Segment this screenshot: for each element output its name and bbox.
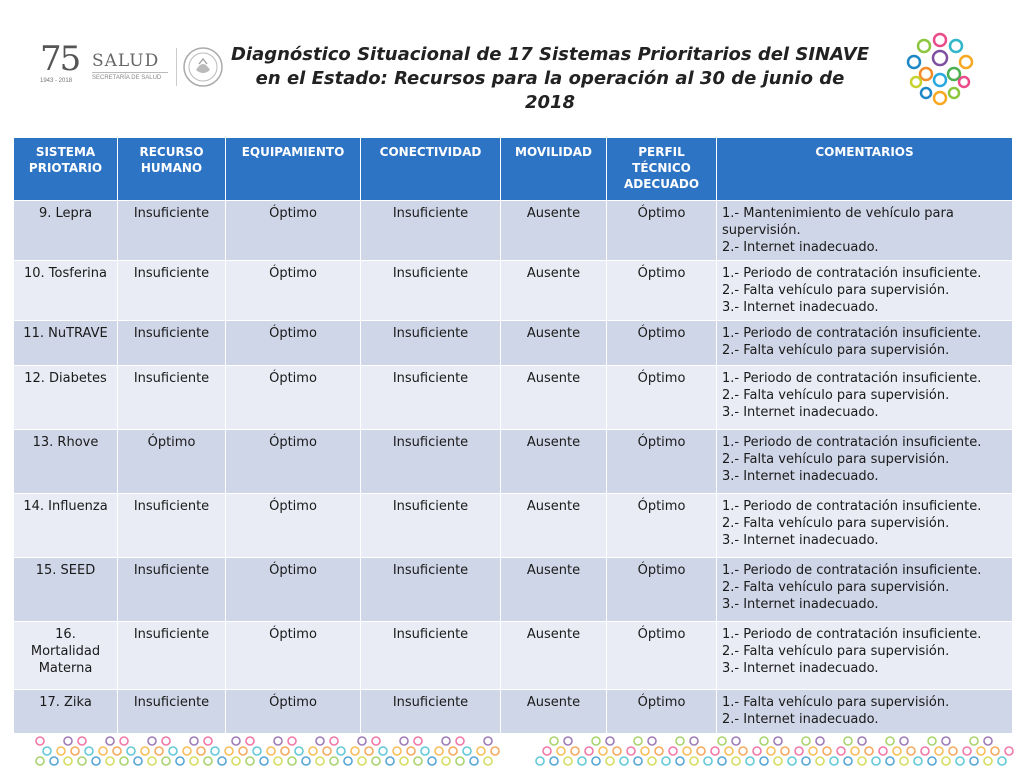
decorative-dot [337,747,345,755]
cell-conectividad: Insuficiente [361,430,501,494]
decorative-dot [169,747,177,755]
comment-line: 2.- Falta vehículo para supervisión. [722,644,950,659]
decorative-dot [648,737,656,745]
decorative-dot [190,737,198,745]
comment-line: 3.- Internet inadecuado. [722,405,879,420]
table-row [14,366,1013,430]
comment-line: 1.- Periodo de contratación insuficiente. [722,627,982,642]
decorative-dot [456,757,464,765]
decorative-dot [970,737,978,745]
decorative-dot [746,757,754,765]
decorative-dot [407,747,415,755]
decorative-dot [456,737,464,745]
cell-equipamiento: Óptimo [226,622,361,690]
decorative-dot [690,757,698,765]
decorative-dot [963,747,971,755]
cell-comentarios [717,558,1013,622]
cell-sistema: 17. Zika [14,690,118,734]
decorative-dot [323,747,331,755]
salud-logo-name: SALUD [92,51,160,71]
cell-equipamiento: Óptimo [226,430,361,494]
table-row [14,494,1013,558]
cell-recurso-humano: Insuficiente [118,622,226,690]
table-row [14,430,1013,494]
decorative-dot [246,757,254,765]
mexico-seal-icon [182,46,224,88]
comment-line: 1.- Periodo de contratación insuficiente. [722,266,982,281]
decorative-dot [414,757,422,765]
decorative-dot [57,747,65,755]
decorative-dot [197,747,205,755]
decorative-dot [393,747,401,755]
table-row [14,690,1013,734]
decorative-dot [543,747,551,755]
decorative-dot [634,757,642,765]
table-row [14,321,1013,366]
decorative-dot [564,757,572,765]
cell-conectividad: Insuficiente [361,201,501,261]
decorative-dot [148,757,156,765]
decorative-dot [379,747,387,755]
decorative-dot [36,757,44,765]
cell-conectividad: Insuficiente [361,690,501,734]
cell-equipamiento: Óptimo [226,261,361,321]
cell-equipamiento: Óptimo [226,558,361,622]
decorative-dot [78,737,86,745]
decorative-dot [316,737,324,745]
table-header-row [14,138,1013,201]
cell-sistema: 14. Influenza [14,494,118,558]
decorative-dot [176,757,184,765]
logo-divider [176,48,177,86]
decorative-dot [613,747,621,755]
decorative-dot [330,737,338,745]
cell-perfil: Óptimo [607,430,717,494]
decorative-dot [99,747,107,755]
comment-line: 3.- Internet inadecuado. [722,533,879,548]
decorative-dot [669,747,677,755]
decorative-dot [288,737,296,745]
comment-line: 3.- Internet inadecuado. [722,661,879,676]
column-header-movilidad: MOVILIDAD [501,138,607,201]
cell-perfil: Óptimo [607,201,717,261]
comment-line: 1.- Periodo de contratación insuficiente. [722,371,982,386]
decorative-dot [64,737,72,745]
cell-recurso-humano: Insuficiente [118,558,226,622]
decorative-dot [809,747,817,755]
decorative-dot [372,757,380,765]
decorative-dot [928,737,936,745]
decorative-dot [288,757,296,765]
decorative-dot [711,747,719,755]
decorative-dot [760,757,768,765]
cell-equipamiento: Óptimo [226,201,361,261]
decorative-dot [900,757,908,765]
title-line-1: Diagnóstico Situacional de 17 Sistemas Prioritarios del SINAVE [230,44,870,65]
decorative-dot [267,747,275,755]
comment-line: 1.- Periodo de contratación insuficiente. [722,435,982,450]
decorative-dot [477,747,485,755]
decorative-dot [879,747,887,755]
decorative-dot [64,757,72,765]
decorative-dot [998,757,1006,765]
comment-line: 2.- Internet inadecuado. [722,712,879,727]
decorative-dot [141,747,149,755]
decorative-dot [239,747,247,755]
decorative-dot [274,757,282,765]
comment-line: 2.- Falta vehículo para supervisión. [722,283,950,298]
decorative-dot [606,757,614,765]
cell-movilidad: Ausente [501,366,607,430]
decorative-dot [634,737,642,745]
decorative-dot [858,757,866,765]
decorative-dot [697,747,705,755]
decorative-dots-footer [0,733,1024,768]
comment-line: 1.- Periodo de contratación insuficiente. [722,563,982,578]
decorative-dot [1005,747,1013,755]
decorative-dot [550,757,558,765]
decorative-dot [858,737,866,745]
cell-movilidad: Ausente [501,201,607,261]
decorative-dot [232,737,240,745]
decorative-dot [732,737,740,745]
decorative-dot [655,747,663,755]
cell-recurso-humano: Insuficiente [118,494,226,558]
decorative-dot [274,737,282,745]
cell-movilidad: Ausente [501,494,607,558]
cell-recurso-humano: Insuficiente [118,690,226,734]
cell-comentarios [717,261,1013,321]
decorative-dot [753,747,761,755]
decorative-dot [442,757,450,765]
decorative-dot [155,747,163,755]
decorative-dot [627,747,635,755]
decorative-dot [344,757,352,765]
decorative-dot [942,757,950,765]
cell-comentarios [717,321,1013,366]
decorative-dot [365,747,373,755]
comment-line: 2.- Falta vehículo para supervisión. [722,343,950,358]
cell-movilidad: Ausente [501,321,607,366]
decorative-dot [620,757,628,765]
cell-conectividad: Insuficiente [361,622,501,690]
logo-75-years: 1943 - 2018 [40,78,73,84]
comment-line: 3.- Internet inadecuado. [722,469,879,484]
logo-75-number: 75 [40,39,80,79]
comment-line: 1.- Periodo de contratación insuficiente. [722,499,982,514]
decorative-dot [463,747,471,755]
table-row [14,622,1013,690]
decorative-dot [162,757,170,765]
decorative-dot [984,757,992,765]
decorative-dot [557,747,565,755]
cell-perfil: Óptimo [607,366,717,430]
decorative-dot [421,747,429,755]
decorative-dot [400,757,408,765]
column-header-recurso-humano: RECURSO HUMANO [118,138,226,201]
decorative-dot [802,757,810,765]
comment-line: 3.- Internet inadecuado. [722,300,879,315]
cell-recurso-humano: Insuficiente [118,201,226,261]
decorative-dot [50,757,58,765]
cell-perfil: Óptimo [607,690,717,734]
decorative-dot [725,747,733,755]
decorative-dot [442,737,450,745]
decorative-dot [641,747,649,755]
decorative-dot [886,737,894,745]
decorative-dot [977,747,985,755]
decorative-dot [893,747,901,755]
decorative-dot [970,757,978,765]
decorative-dot [330,757,338,765]
decorative-dot [113,747,121,755]
decorative-dot [739,747,747,755]
cell-movilidad: Ausente [501,622,607,690]
cell-recurso-humano: Óptimo [118,430,226,494]
cell-sistema: 13. Rhove [14,430,118,494]
comment-line: 1.- Mantenimiento de vehículo para supervisión. [722,206,954,238]
decorative-dot [683,747,691,755]
decorative-dot [914,757,922,765]
cell-movilidad: Ausente [501,690,607,734]
cell-perfil: Óptimo [607,494,717,558]
decorative-dot [246,737,254,745]
decorative-dot [78,757,86,765]
cell-conectividad: Insuficiente [361,321,501,366]
decorative-dot [120,757,128,765]
column-header-perfil-tecnico: PERFIL TÉCNICO ADECUADO [607,138,717,201]
cell-conectividad: Insuficiente [361,494,501,558]
cell-sistema: 12. Diabetes [14,366,118,430]
cell-perfil: Óptimo [607,261,717,321]
decorative-dot [253,747,261,755]
comment-line: 2.- Falta vehículo para supervisión. [722,580,950,595]
decorative-dot [92,757,100,765]
cell-recurso-humano: Insuficiente [118,366,226,430]
decorative-dot [816,757,824,765]
decorative-dot [218,757,226,765]
decorative-dot [774,737,782,745]
decorative-dot [907,747,915,755]
decorative-dot [788,757,796,765]
cell-conectividad: Insuficiente [361,366,501,430]
decorative-dot [690,737,698,745]
decorative-dot [676,737,684,745]
decorative-dot [449,747,457,755]
decorative-dot [718,737,726,745]
decorative-dot [942,737,950,745]
decorative-dot [578,757,586,765]
cell-movilidad: Ausente [501,261,607,321]
decorative-dot [648,757,656,765]
decorative-dot [816,737,824,745]
decorative-dot [435,747,443,755]
decorative-dot [120,737,128,745]
cell-movilidad: Ausente [501,558,607,622]
comment-line: 2.- Falta vehículo para supervisión. [722,452,950,467]
decorative-dot [984,737,992,745]
decorative-dot [351,747,359,755]
cell-comentarios [717,690,1013,734]
decorative-dot [718,757,726,765]
decorative-dot [536,757,544,765]
decorative-dot [606,737,614,745]
decorative-dot [372,737,380,745]
anniversary-75-logo [40,39,85,92]
decorative-dot [302,757,310,765]
decorative-dot [760,737,768,745]
decorative-dot [872,757,880,765]
cell-sistema: 15. SEED [14,558,118,622]
comment-line: 2.- Internet inadecuado. [722,240,879,255]
cell-conectividad: Insuficiente [361,558,501,622]
decorative-dot [585,747,593,755]
cell-comentarios [717,201,1013,261]
column-header-comentarios: COMENTARIOS [717,138,1013,201]
decorative-dot [704,757,712,765]
comment-line: 3.- Internet inadecuado. [722,597,879,612]
decorative-dot [767,747,775,755]
decorative-dot [484,737,492,745]
decorative-dot [204,737,212,745]
decorative-dot [564,737,572,745]
cell-movilidad: Ausente [501,430,607,494]
decorative-dot [774,757,782,765]
cell-sistema: 16. Mortalidad Materna [14,622,118,690]
column-header-sistema: SISTEMA PRIOTARIO [14,138,118,201]
decorative-dot [232,757,240,765]
cell-comentarios [717,430,1013,494]
cell-recurso-humano: Insuficiente [118,321,226,366]
salud-logo-subtitle: SECRETARÍA DE SALUD [92,75,162,81]
decorative-dot [795,747,803,755]
column-header-equipamiento: EQUIPAMIENTO [226,138,361,201]
comment-line: 2.- Falta vehículo para supervisión. [722,388,950,403]
decorative-dot [935,747,943,755]
decorative-dot [732,757,740,765]
decorative-dot [844,737,852,745]
decorative-dot [183,747,191,755]
decorative-dot [921,747,929,755]
decorative-dot [949,747,957,755]
cell-sistema: 9. Lepra [14,201,118,261]
decorative-dot [886,757,894,765]
cell-comentarios [717,622,1013,690]
decorative-dot [550,737,558,745]
decorative-dot [851,747,859,755]
decorative-dot [309,747,317,755]
cell-sistema: 10. Tosferina [14,261,118,321]
decorative-dot [592,757,600,765]
decorative-dot [900,737,908,745]
cell-comentarios [717,494,1013,558]
salud-logo [92,52,168,82]
comment-line: 2.- Falta vehículo para supervisión. [722,516,950,531]
decorative-dot [484,757,492,765]
decorative-dot [71,747,79,755]
decorative-dot [956,757,964,765]
decorative-dot [837,747,845,755]
decorative-dot [823,747,831,755]
cell-sistema: 11. NuTRAVE [14,321,118,366]
decorative-dot [571,747,579,755]
decorative-dot [400,737,408,745]
decorative-dot [190,757,198,765]
cell-equipamiento: Óptimo [226,366,361,430]
decorative-dot [358,757,366,765]
decorative-dot [844,757,852,765]
decorative-dot [127,747,135,755]
systems-table [13,137,1013,734]
decorative-dot [148,737,156,745]
decorative-dot [830,757,838,765]
decorative-dot [428,757,436,765]
slide-header [0,0,1024,130]
colored-circles-logo [900,30,980,110]
cell-conectividad: Insuficiente [361,261,501,321]
table-row [14,558,1013,622]
decorative-dot [211,747,219,755]
decorative-dot [662,757,670,765]
page-title [230,43,870,115]
comment-line: 1.- Periodo de contratación insuficiente. [722,326,982,341]
cell-equipamiento: Óptimo [226,690,361,734]
column-header-conectividad: CONECTIVIDAD [361,138,501,201]
decorative-dot [991,747,999,755]
cell-comentarios [717,366,1013,430]
table-row [14,261,1013,321]
decorative-dot [204,757,212,765]
decorative-dot [676,757,684,765]
decorative-dot [802,737,810,745]
cell-recurso-humano: Insuficiente [118,261,226,321]
decorative-dot [281,747,289,755]
decorative-dot [386,757,394,765]
decorative-dot [470,757,478,765]
decorative-dot [599,747,607,755]
decorative-dot [43,747,51,755]
table-row [14,201,1013,261]
decorative-dot [106,737,114,745]
cell-equipamiento: Óptimo [226,494,361,558]
cell-perfil: Óptimo [607,558,717,622]
decorative-dot [316,757,324,765]
cell-perfil: Óptimo [607,622,717,690]
decorative-dot [781,747,789,755]
decorative-dot [295,747,303,755]
decorative-dot [865,747,873,755]
decorative-dot [134,757,142,765]
title-line-2: en el Estado: Recursos para la operación al 30 de junio de 2018 [255,68,845,113]
decorative-dot [491,747,499,755]
cell-equipamiento: Óptimo [226,321,361,366]
decorative-dot [592,737,600,745]
decorative-dot [225,747,233,755]
comment-line: 1.- Falta vehículo para supervisión. [722,695,950,710]
decorative-dot [928,757,936,765]
decorative-dot [36,737,44,745]
decorative-dot [358,737,366,745]
decorative-dot [414,737,422,745]
decorative-dot [260,757,268,765]
cell-perfil: Óptimo [607,321,717,366]
decorative-dot [85,747,93,755]
decorative-dot [162,737,170,745]
decorative-dot [106,757,114,765]
